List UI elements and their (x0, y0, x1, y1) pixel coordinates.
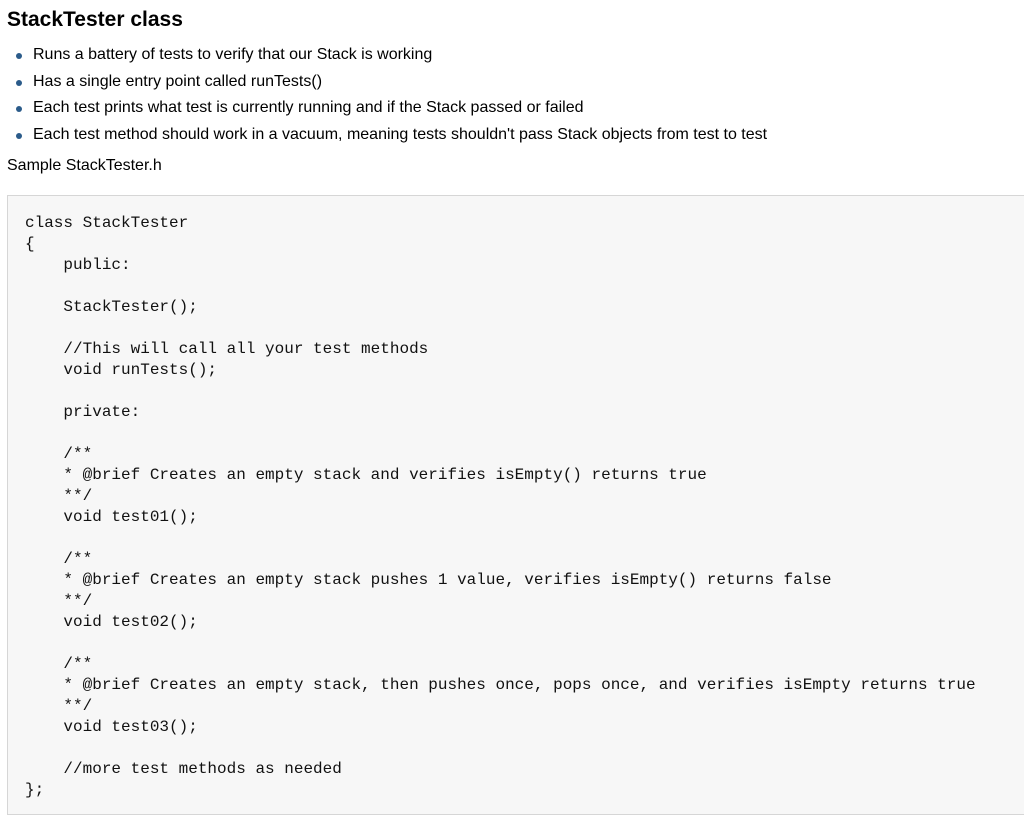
code-line: * @brief Creates an empty stack, then pushes once, pops once, and verifies isEmpty returns true (25, 676, 976, 694)
code-line: public: (25, 256, 131, 274)
bullet-icon (16, 53, 22, 59)
list-item (0, 42, 767, 69)
code-line: class StackTester (25, 214, 189, 232)
list-item (0, 95, 767, 122)
list-item (0, 69, 767, 96)
code-line: void runTests(); (25, 361, 218, 379)
code-line: private: (25, 403, 141, 421)
code-line: * @brief Creates an empty stack and verifies isEmpty() returns true (25, 466, 707, 484)
code-line: StackTester(); (25, 298, 198, 316)
bullet-icon (16, 106, 22, 112)
code-line: **/ (25, 697, 93, 715)
code-caption: Sample StackTester.h (7, 157, 162, 174)
list-item-text: Has a single entry point called runTests() (33, 72, 323, 90)
code-line: //more test methods as needed (25, 760, 342, 778)
code-line: * @brief Creates an empty stack pushes 1 value, verifies isEmpty() returns false (25, 571, 832, 589)
list-item-text: Each test prints what test is currently running and if the Stack passed or failed (33, 99, 584, 116)
requirements-list (0, 42, 767, 148)
code-line: void test03(); (25, 718, 198, 736)
bullet-icon (16, 133, 22, 139)
code-line: //This will call all your test methods (25, 340, 429, 358)
section-heading: StackTester class (7, 8, 183, 31)
list-item-text: Runs a battery of tests to verify that our Stack is working (33, 46, 433, 63)
list-item (0, 122, 767, 149)
code-line: { (25, 235, 35, 253)
code-line: void test01(); (25, 508, 198, 526)
code-line: /** (25, 655, 93, 673)
code-line: /** (25, 550, 93, 568)
code-line: }; (25, 781, 45, 799)
bullet-icon (16, 80, 22, 86)
code-line: void test02(); (25, 613, 198, 631)
list-item-text: Each test method should work in a vacuum, meaning tests shouldn't pass Stack objects from test to test (33, 125, 768, 143)
code-line: **/ (25, 487, 93, 505)
code-block (7, 195, 1024, 815)
code-line: /** (25, 445, 93, 463)
code-line: **/ (25, 592, 93, 610)
